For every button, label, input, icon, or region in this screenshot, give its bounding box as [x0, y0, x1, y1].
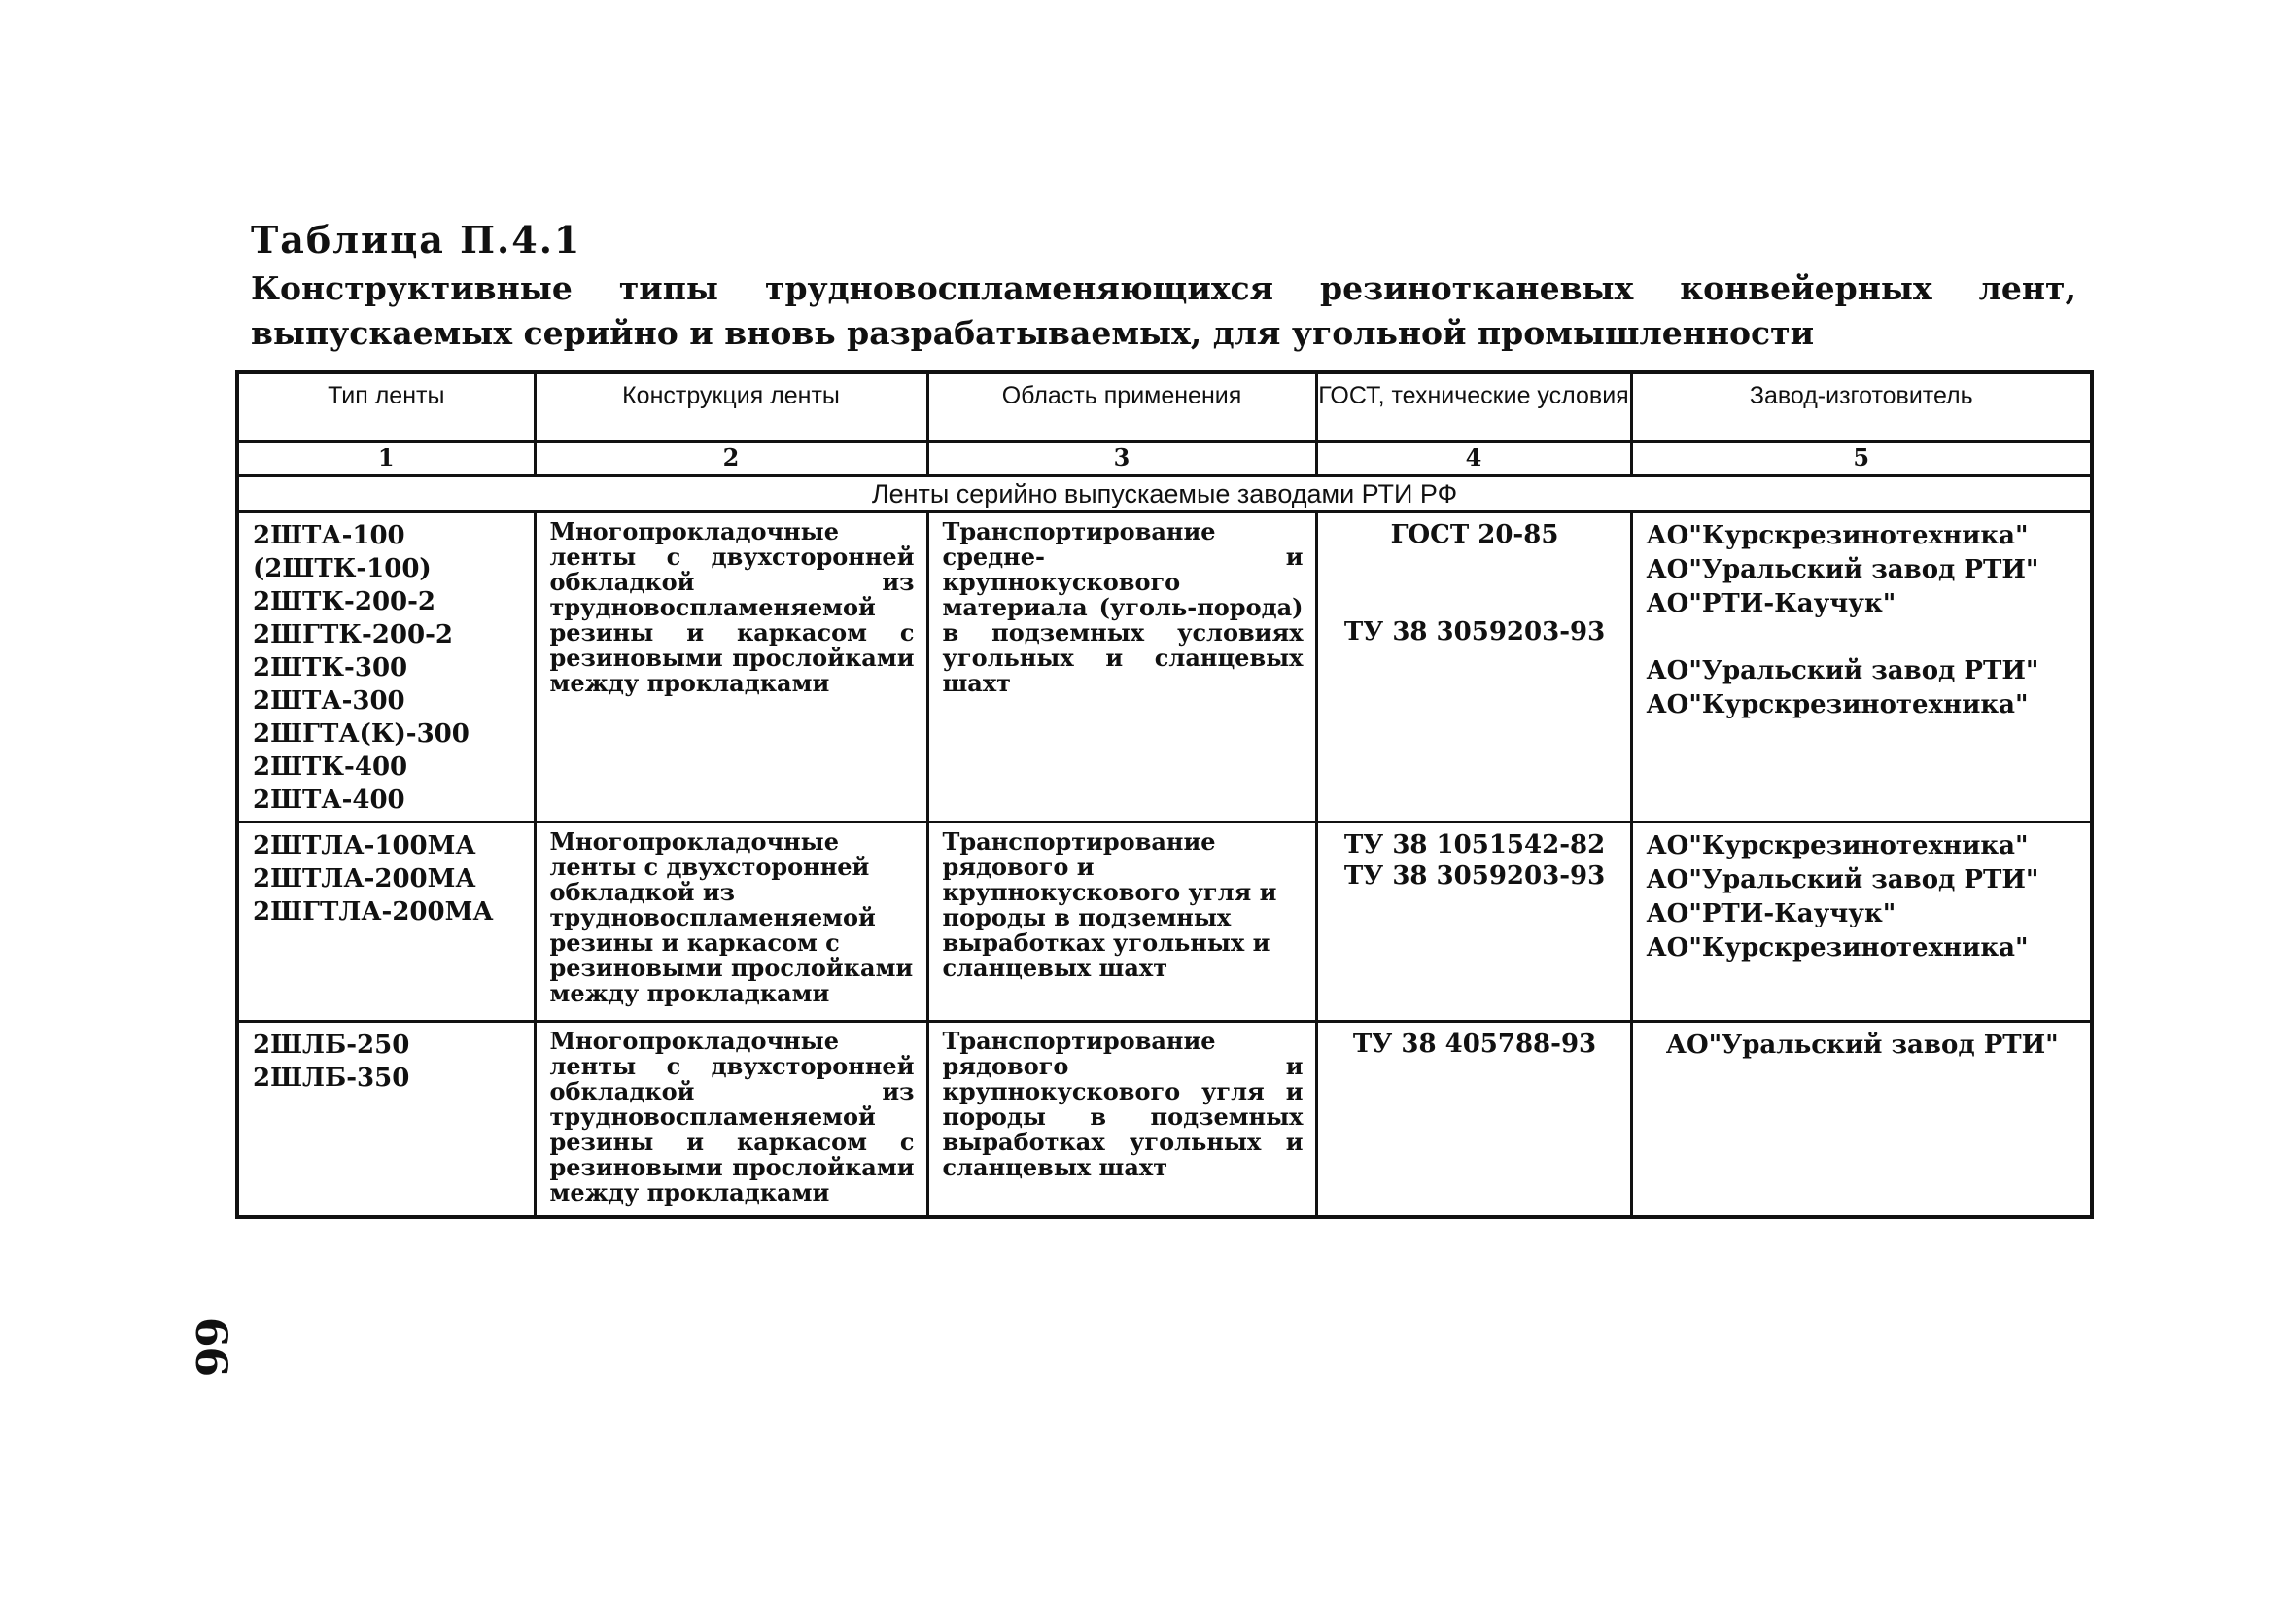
- belt-type: 2ШТК-300: [253, 653, 408, 682]
- header-belt-type: Тип ленты: [237, 372, 535, 442]
- table-row: [237, 512, 2092, 822]
- belt-type-cell: [237, 822, 535, 1022]
- table-row: [237, 822, 2092, 1022]
- application-cell: Транспортирование средне- и крупнокускового материала (уголь-порода) в подземных условиях угольных и сланцевых шахт: [927, 512, 1316, 822]
- standard-ref: ТУ 38 405788-93: [1352, 1030, 1597, 1059]
- header-standards: ГОСТ, технические условия: [1316, 372, 1631, 442]
- belt-type: 2ШТЛА-100МА: [253, 831, 476, 860]
- belt-type: 2ШЛБ-250: [253, 1031, 410, 1060]
- construction-cell: Многопрокладочные ленты с двухсторонней обкладкой из трудновоспламеняемой резины и каркасом с резиновыми прослойками между прокладками: [535, 1022, 927, 1218]
- belt-type: 2ШТЛА-200МА: [253, 864, 476, 893]
- table-row: [237, 1022, 2092, 1218]
- column-number: 3: [927, 442, 1316, 476]
- manufacturer: АО"Уральский завод РТИ": [1646, 555, 2039, 584]
- table-header-row: [237, 372, 2092, 442]
- belt-type: 2ШЛБ-350: [253, 1064, 410, 1093]
- belt-type: 2ШТА-100: [253, 521, 405, 550]
- column-number: 1: [237, 442, 535, 476]
- header-application: Область применения: [927, 372, 1316, 442]
- manufacturer: АО"Уральский завод РТИ": [1665, 1031, 2059, 1060]
- belt-type-cell: [237, 512, 535, 822]
- standard-ref: ГОСТ 20-85: [1390, 520, 1559, 549]
- manufacturer: АО"РТИ-Каучук": [1646, 899, 1896, 928]
- application-cell: Транспортирование рядового и крупнокускового угля и породы в подземных выработках угольных и сланцевых шахт: [927, 1022, 1316, 1218]
- standards-cell: [1316, 512, 1631, 822]
- manufacturer-cell: [1631, 822, 2092, 1022]
- belt-type: 2ШТК-400: [253, 752, 408, 782]
- manufacturer: АО"Уральский завод РТИ": [1646, 656, 2039, 685]
- column-number: 2: [535, 442, 927, 476]
- belt-type: 2ШГТЛА-200МА: [253, 897, 494, 927]
- belt-type: 2ШТА-300: [253, 686, 405, 716]
- manufacturer: АО"Курскрезинотехника": [1646, 933, 2029, 962]
- standard-ref: ТУ 38 1051542-82: [1343, 830, 1606, 859]
- header-manufacturer: Завод-изготовитель: [1631, 372, 2092, 442]
- column-number: 5: [1631, 442, 2092, 476]
- column-number-row: [237, 442, 2092, 476]
- construction-cell: Многопрокладочные ленты с двухсторонней обкладкой из трудновоспламеняемой резины и каркасом с резиновыми прослойками между прокладками: [535, 512, 927, 822]
- belt-type: (2ШТК-100): [253, 554, 432, 583]
- manufacturer: АО"Курскрезинотехника": [1646, 831, 2029, 860]
- application-cell: Транспортирование рядового и крупнокускового угля и породы в подземных выработках угольных и сланцевых шахт: [927, 822, 1316, 1022]
- construction-cell: Многопрокладочные ленты с двухсторонней обкладкой из трудновоспламеняемой резины и каркасом с резиновыми прослойками между прокладками: [535, 822, 927, 1022]
- column-number: 4: [1316, 442, 1631, 476]
- section-row: [237, 476, 2092, 512]
- belt-type-cell: [237, 1022, 535, 1218]
- belt-type: 2ШГТА(К)-300: [253, 719, 470, 749]
- manufacturer: АО"Курскрезинотехника": [1646, 521, 2029, 550]
- page-number: 66: [186, 1316, 236, 1378]
- belt-types-table: [235, 370, 2094, 1219]
- manufacturer-cell: [1631, 512, 2092, 822]
- manufacturer: АО"РТИ-Каучук": [1646, 589, 1896, 618]
- belt-type: 2ШГТК-200-2: [253, 620, 453, 649]
- manufacturer: АО"Курскрезинотехника": [1646, 690, 2029, 719]
- manufacturer-cell: [1631, 1022, 2092, 1218]
- header-construction: Конструкция ленты: [535, 372, 927, 442]
- belt-type: 2ШТА-400: [253, 786, 405, 815]
- manufacturer: АО"Уральский завод РТИ": [1646, 865, 2039, 894]
- section-title: Ленты серийно выпускаемые заводами РТИ РФ: [237, 476, 2092, 512]
- table-title: Конструктивные типы трудновоспламеняющихся резинотканевых конвейерных лент, выпускаемых серийно и вновь разрабатываемых, для угольной промышленности: [251, 269, 2076, 352]
- standards-cell: [1316, 1022, 1631, 1218]
- standard-ref: ТУ 38 3059203-93: [1343, 861, 1606, 891]
- belt-type: 2ШТК-200-2: [253, 587, 436, 616]
- standards-cell: [1316, 822, 1631, 1022]
- standard-ref: ТУ 38 3059203-93: [1343, 617, 1606, 647]
- table-caption: Таблица П.4.1: [251, 218, 582, 262]
